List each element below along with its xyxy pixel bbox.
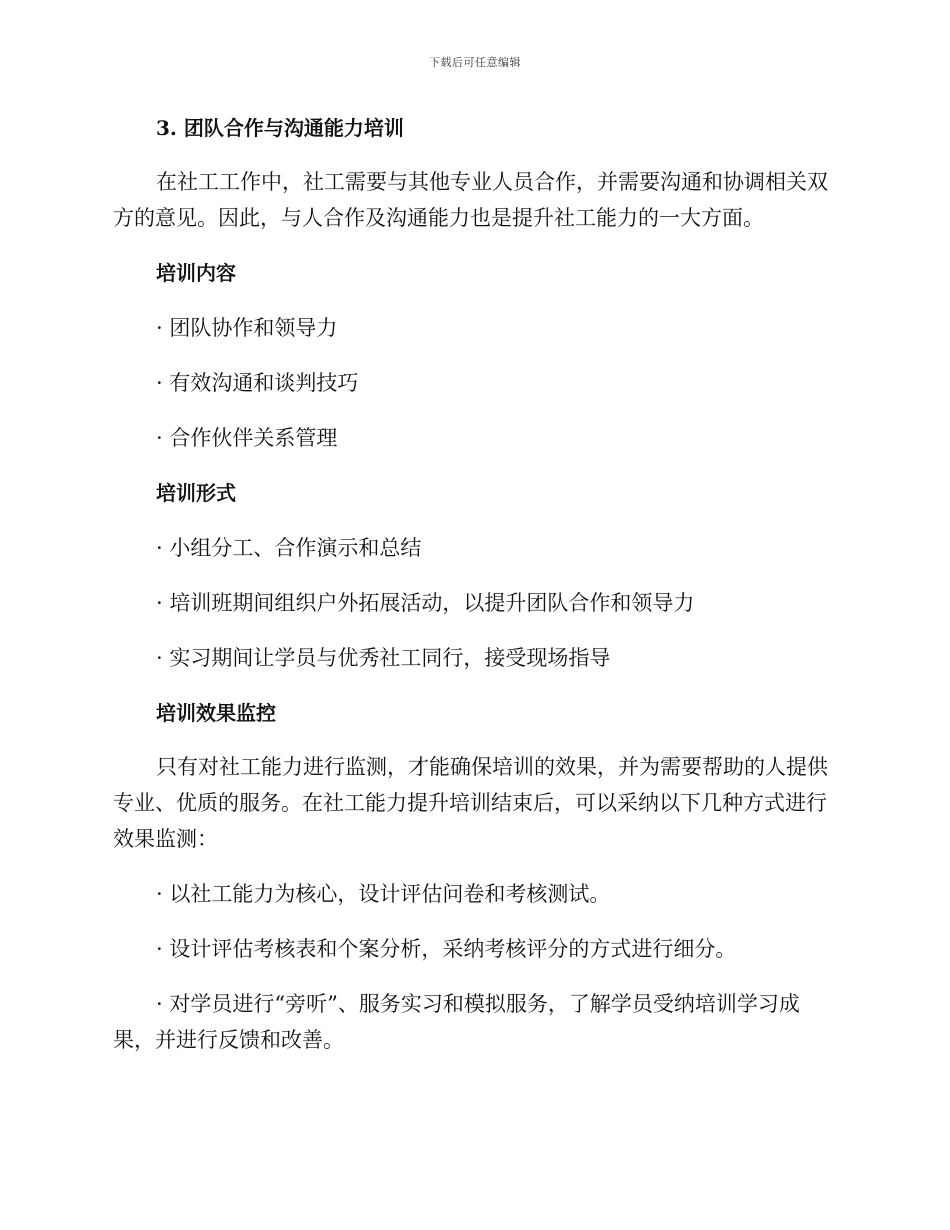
list-item: · 有效沟通和谈判技巧 <box>156 371 359 395</box>
training-content-heading: 培训内容 <box>156 261 236 285</box>
list-item: · 以社工能力为核心，设计评估问卷和考核测试。 <box>156 882 611 906</box>
document-body <box>113 110 831 1058</box>
header-note: 下载后可任意编辑 <box>429 56 521 69</box>
training-format-heading: 培训形式 <box>156 481 236 505</box>
training-monitoring-heading: 培训效果监控 <box>156 701 276 725</box>
list-item: · 合作伙伴关系管理 <box>156 426 338 450</box>
list-item: · 小组分工、合作演示和总结 <box>156 536 422 560</box>
list-item: · 团队协作和领导力 <box>156 316 338 340</box>
list-item: · 实习期间让学员与优秀社工同行，接受现场指导 <box>156 646 611 670</box>
list-item: · 设计评估考核表和个案分析，采纳考核评分的方式进行细分。 <box>156 937 737 961</box>
section-title: 3. 团队合作与沟通能力培训 <box>156 116 404 140</box>
section-intro-paragraph: 在社工工作中，社工需要与其他专业人员合作，并需要沟通和协调相关双方的意见。因此，与人合作及沟通能力也是提升社工能力的一大方面。 <box>113 170 828 230</box>
monitoring-intro-paragraph: 只有对社工能力进行监测，才能确保培训的效果，并为需要帮助的人提供专业、优质的服务。在社工能力提升培训结束后，可以采纳以下几种方式进行效果监测： <box>113 755 828 851</box>
list-item: · 培训班期间组织户外拓展活动，以提升团队合作和领导力 <box>156 591 695 615</box>
list-item: · 对学员进行“旁听”、服务实习和模拟服务，了解学员受纳培训学习成果，并进行反馈和改善。 <box>113 992 800 1052</box>
